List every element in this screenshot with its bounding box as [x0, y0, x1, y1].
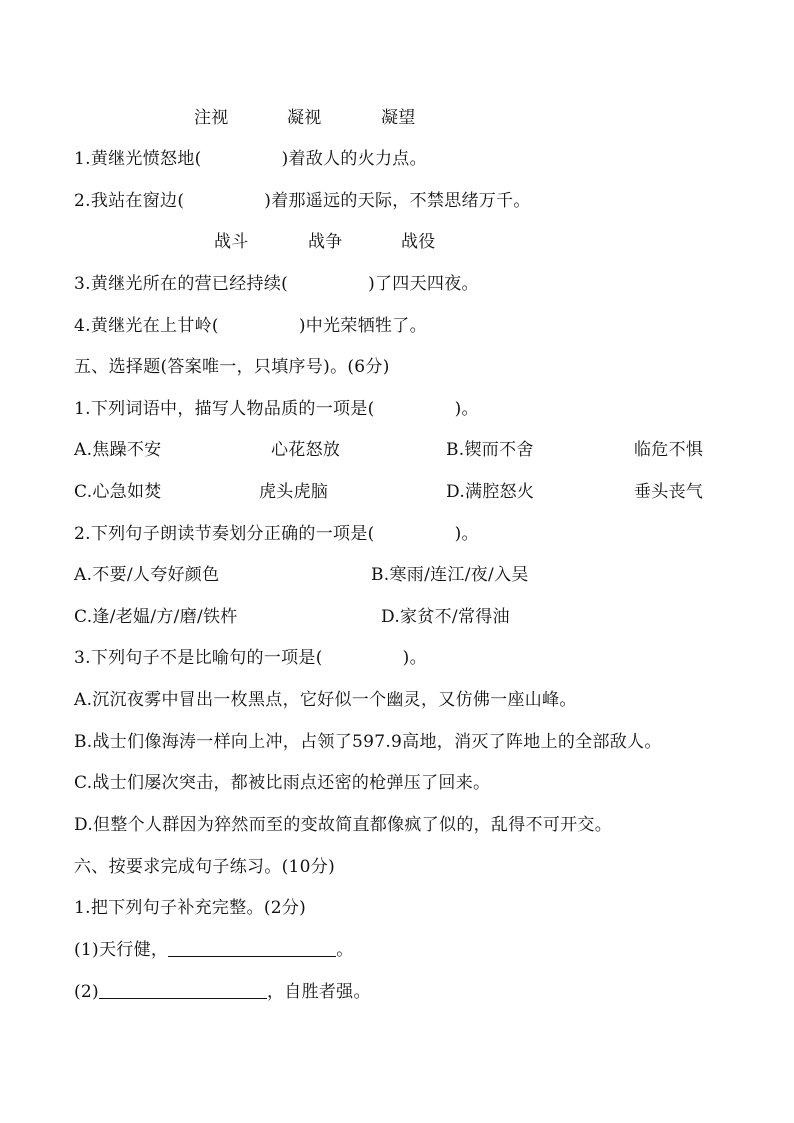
- choice-option: B.寒雨/连江/夜/入吴: [371, 565, 529, 585]
- section-heading: 六、按要求完成句子练习。(10分): [74, 857, 335, 877]
- question-text: )。: [454, 524, 479, 544]
- question-text: )了四天四夜。: [368, 274, 479, 294]
- choice-option: B.锲而不舍: [446, 440, 534, 460]
- answer-blank[interactable]: [168, 938, 336, 957]
- choice-option: 临危不惧: [634, 440, 704, 460]
- choice-option: 虎头虎脑: [259, 482, 329, 502]
- answer-blank[interactable]: [99, 980, 267, 999]
- choice-question-2: [74, 519, 479, 549]
- choice-question-3: [74, 643, 427, 673]
- choice-option: 垂头丧气: [634, 482, 704, 502]
- question-text: 2.我站在窗边(: [74, 191, 185, 211]
- question-text: 3.黄继光所在的营已经持续(: [74, 274, 289, 294]
- choice-question-1: [74, 394, 479, 424]
- question-text: (2): [74, 982, 99, 1002]
- choice-option: A.焦躁不安: [74, 440, 162, 460]
- sub-question-heading: 1.把下列句子补充完整。(2分): [74, 898, 307, 918]
- question-text: (1)天行健，: [74, 940, 169, 960]
- question-text: 。: [336, 940, 354, 960]
- word-bank-item: 凝望: [381, 108, 416, 128]
- fill-question-3: [74, 269, 479, 299]
- word-bank-item: 战役: [401, 232, 436, 252]
- question-text: )中光荣牺牲了。: [298, 316, 427, 336]
- complete-sentence-2: [74, 977, 371, 1007]
- choice-option: 心花怒放: [271, 440, 341, 460]
- choice-option: B.战士们像海涛一样向上冲，占领了597.9高地，消灭了阵地上的全部敌人。: [74, 732, 662, 752]
- question-text: )。: [402, 648, 427, 668]
- question-text: 1.下列词语中，描写人物品质的一项是(: [74, 399, 375, 419]
- choice-option: A.沉沉夜雾中冒出一枚黑点，它好似一个幽灵，又仿佛一座山峰。: [74, 690, 577, 710]
- word-bank-item: 战斗: [214, 232, 249, 252]
- choice-option: C.心急如焚: [74, 482, 162, 502]
- section-heading: 五、选择题(答案唯一，只填序号)。(6分): [74, 357, 390, 377]
- question-text: 3.下列句子不是比喻句的一项是(: [74, 648, 323, 668]
- word-bank-2: [74, 227, 574, 257]
- choice-option: D.家贫不/常得油: [381, 607, 510, 627]
- choice-option: D.但整个人群因为猝然而至的变故简直都像疯了似的，乱得不可开交。: [74, 815, 613, 835]
- word-bank-item: 凝视: [287, 108, 322, 128]
- question-text: )着那遥远的天际，不禁思绪万千。: [264, 191, 531, 211]
- fill-question-1: [74, 144, 427, 174]
- question-text: 1.黄继光愤怒地(: [74, 149, 202, 169]
- word-bank-item: 战争: [308, 232, 343, 252]
- choice-option: A.不要/人夸好颜色: [74, 565, 220, 585]
- question-text: 4.黄继光在上甘岭(: [74, 316, 219, 336]
- choice-option: D.满腔怒火: [446, 482, 535, 502]
- choice-options-row: [74, 560, 724, 590]
- question-text: )。: [454, 399, 479, 419]
- question-text: ，自胜者强。: [266, 982, 371, 1002]
- question-text: 2.下列句子朗读节奏划分正确的一项是(: [74, 524, 375, 544]
- choice-options-row: [74, 435, 724, 465]
- complete-sentence-1: [74, 935, 354, 965]
- question-text: )着敌人的火力点。: [281, 149, 427, 169]
- fill-question-4: [74, 311, 427, 341]
- word-bank-1: [74, 103, 574, 133]
- choice-option: C.逢/老媪/方/磨/铁杵: [74, 607, 238, 627]
- word-bank-item: 注视: [194, 108, 229, 128]
- choice-option: C.战士们屡次突击，都被比雨点还密的枪弹压了回来。: [74, 773, 491, 793]
- choice-options-row: [74, 477, 724, 507]
- choice-options-row: [74, 602, 724, 632]
- fill-question-2: [74, 186, 531, 216]
